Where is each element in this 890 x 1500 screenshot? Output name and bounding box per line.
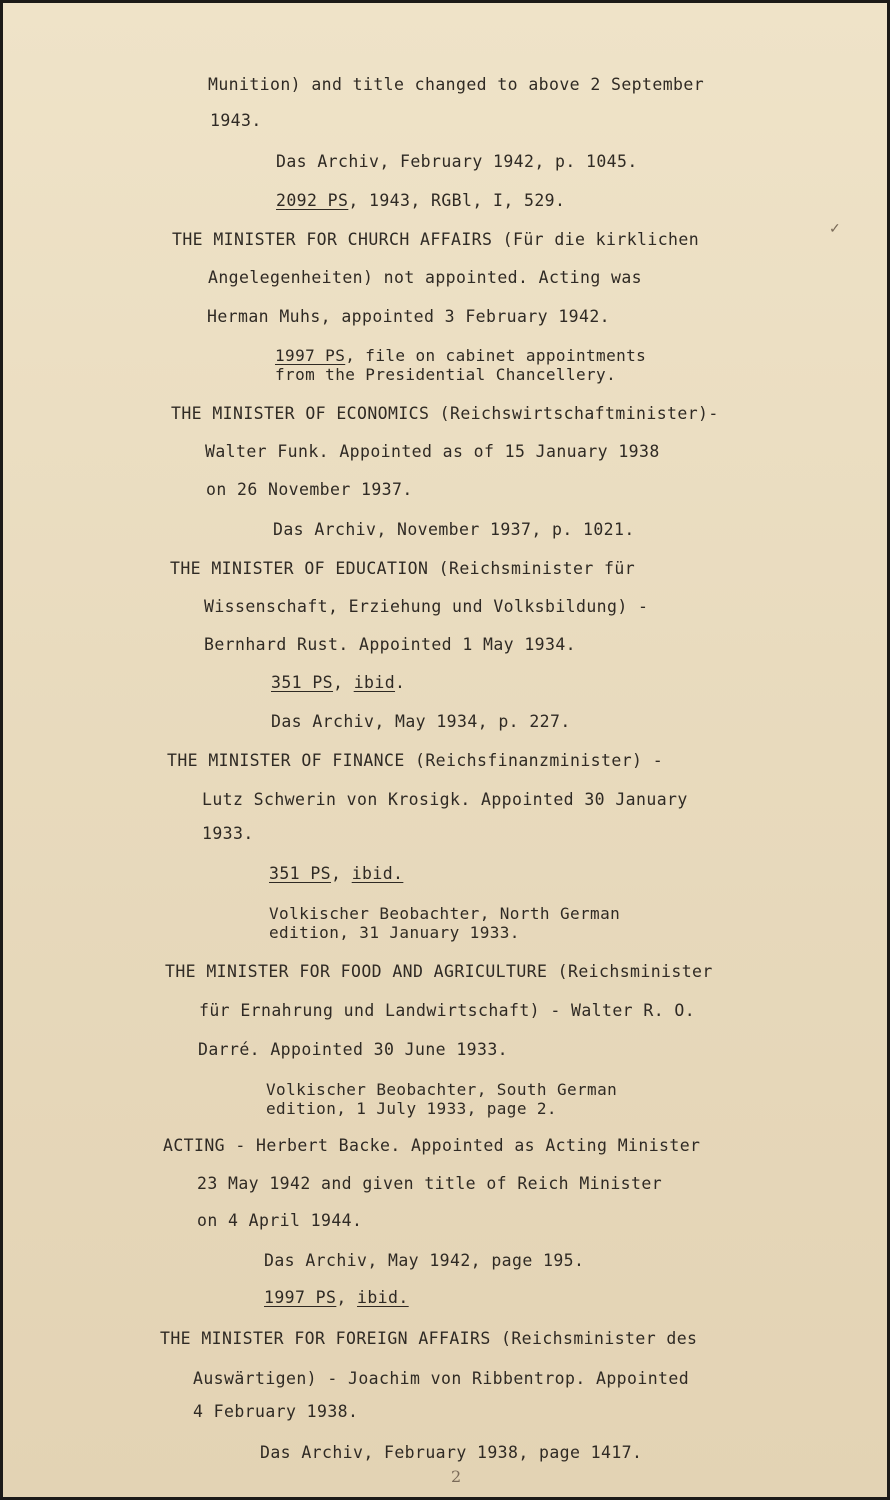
check-mark-icon: ✓ — [829, 221, 841, 237]
ibid-reference: ibid. — [357, 1288, 409, 1307]
text-line: 23 May 1942 and given title of Reich Minister — [197, 1174, 663, 1193]
section-heading: THE MINISTER FOR FOREIGN AFFAIRS (Reichsminister des — [160, 1329, 698, 1348]
section-heading: THE MINISTER OF EDUCATION (Reichsminister für — [170, 559, 636, 578]
text-line: on 4 April 1944. — [197, 1211, 363, 1230]
text-line: Herman Muhs, appointed 3 February 1942. — [207, 307, 611, 326]
citation-line — [276, 191, 565, 211]
text-line: 4 February 1938. — [193, 1402, 359, 1421]
text-line: Darré. Appointed 30 June 1933. — [198, 1040, 509, 1059]
text-line: Walter Funk. Appointed as of 15 January 1938 — [205, 442, 660, 461]
citation-line: Das Archiv, November 1937, p. 1021. — [273, 520, 635, 539]
section-heading: THE MINISTER FOR FOOD AND AGRICULTURE (Reichsminister — [165, 962, 713, 981]
text-line: 1943. — [210, 111, 262, 130]
citation-text: , — [333, 673, 354, 692]
citation-line: Volkischer Beobachter, South German — [266, 1080, 618, 1099]
citation-line — [269, 864, 403, 884]
text-line: Auswärtigen) - Joachim von Ribbentrop. Appointed — [193, 1369, 690, 1388]
section-heading: THE MINISTER FOR CHURCH AFFAIRS (Für die kirklichen — [172, 230, 700, 249]
document-reference: 2092 PS — [276, 191, 349, 210]
document-reference: 1997 PS — [264, 1288, 337, 1307]
ibid-reference: ibid — [353, 673, 396, 692]
citation-text: . — [395, 673, 406, 692]
text-line: Lutz Schwerin von Krosigk. Appointed 30 January — [202, 790, 688, 809]
citation-line: Volkischer Beobachter, North German — [269, 904, 621, 923]
section-heading: THE MINISTER OF FINANCE (Reichsfinanzminister) - — [167, 751, 664, 770]
citation-line — [275, 346, 646, 365]
document-reference: 351 PS — [269, 864, 332, 883]
section-heading: ACTING - Herbert Backe. Appointed as Acting Minister — [163, 1136, 701, 1155]
citation-line: edition, 31 January 1933. — [269, 923, 520, 942]
citation-line: Das Archiv, February 1938, page 1417. — [260, 1443, 643, 1462]
section-heading: THE MINISTER OF ECONOMICS (Reichswirtschaftminister)- — [171, 404, 719, 423]
page-number: 2 — [451, 1467, 462, 1486]
citation-text: , — [336, 1288, 358, 1307]
document-reference: 1997 PS — [275, 346, 346, 365]
ibid-reference: ibid. — [351, 864, 404, 883]
text-line: für Ernahrung und Landwirtschaft) - Walter R. O. — [199, 1001, 696, 1020]
citation-line: Das Archiv, February 1942, p. 1045. — [276, 152, 638, 171]
citation-line — [271, 673, 405, 693]
citation-text: , — [331, 864, 352, 883]
citation-line: from the Presidential Chancellery. — [275, 365, 617, 384]
text-line: Munition) and title changed to above 2 September — [208, 75, 705, 94]
citation-line: edition, 1 July 1933, page 2. — [266, 1099, 557, 1118]
document-reference: 351 PS — [271, 673, 334, 692]
text-line: Angelegenheiten) not appointed. Acting was — [208, 268, 643, 287]
citation-line — [264, 1288, 409, 1308]
text-line: 1933. — [202, 824, 254, 843]
citation-text: , 1943, RGBl, I, 529. — [348, 191, 566, 210]
citation-line: Das Archiv, May 1934, p. 227. — [271, 712, 571, 731]
citation-text: , file on cabinet appointments — [345, 346, 647, 365]
text-line: Bernhard Rust. Appointed 1 May 1934. — [204, 635, 577, 654]
text-line: Wissenschaft, Erziehung und Volksbildung) - — [204, 597, 649, 616]
citation-line: Das Archiv, May 1942, page 195. — [264, 1251, 585, 1270]
text-line: on 26 November 1937. — [206, 480, 413, 499]
